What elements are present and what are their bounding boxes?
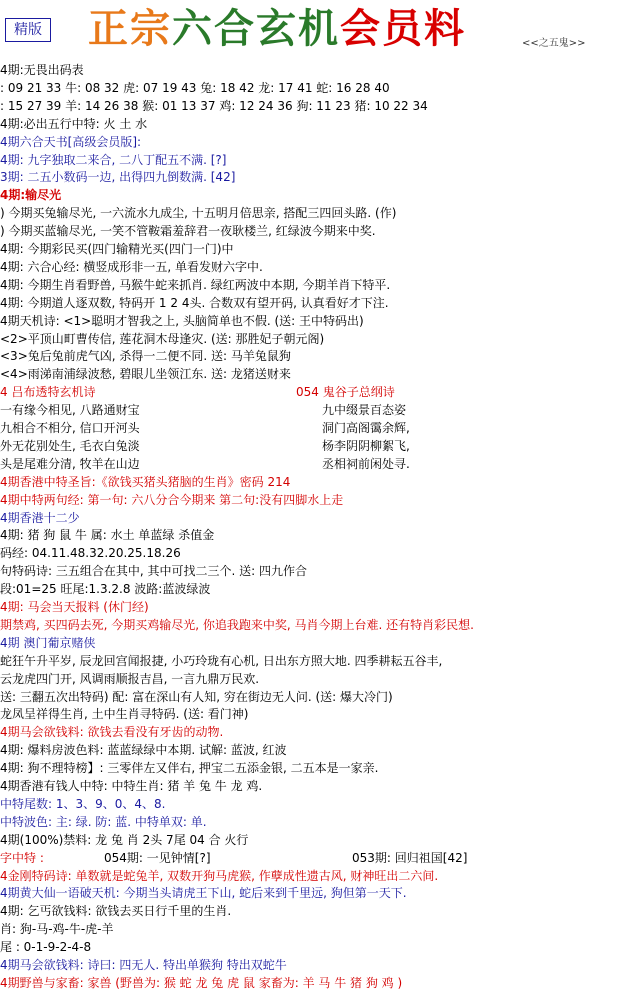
text-line: 期禁鸡, 买四码去死, 今期买鸡输尽光, 你追我跑来中奖, 马肖今期上台难. 还有特肖彩民想. [0, 617, 474, 632]
edition-badge: 精版 [5, 18, 51, 42]
column-text: 054期: 一见钟情[?] [104, 850, 211, 865]
text-line: 4期:输尽光 [0, 188, 62, 203]
title-char: 宗 [130, 5, 172, 52]
column-text: 4 吕布透特玄机诗 [0, 385, 96, 400]
text-line: 段:01=25 旺尾:1.3.2.8 波路:蓝波绿波 [0, 582, 211, 597]
text-line: 4期: 乞丐欲钱料: 欲钱去买日行千里的生肖. [0, 904, 232, 919]
text-line: 4期: 今期彩民买(四门输精光买(四门一门)中 [0, 242, 234, 256]
text-line: <3>兔后兔前虎气凶, 杀得一二便不同. 送: 马羊兔鼠狗 [0, 349, 291, 364]
text-line: ) 今期买兔输尽光, 一六流水九成尘, 十五明月倍思亲, 搭配三四回头路. (作) [0, 206, 397, 221]
text-line: 肖: 狗-马-鸡-牛-虎-羊 [0, 922, 114, 937]
text-line: 4期: 爆料房波色料: 蓝蓝绿绿中本期. 试解: 蓝波, 红波 [0, 743, 287, 758]
text-line: 3期: 二五小数码一边, 出得四九倒数满. [42] [0, 170, 236, 185]
text-line: 蛇狂午升平岁, 辰龙回宫闻报捷, 小巧玲珑有心机, 日出东方照大地. 四季耕耘五谷丰, [0, 653, 443, 668]
text-line: 4期(100%)禁料: 龙 兔 肖 2头 7尾 04 合 火行 [0, 832, 249, 847]
text-line: 尾 : 0-1-9-2-4-8 [0, 940, 92, 955]
text-line: <4>雨涕南浦绿波愁, 碧眼儿坐领江东. 送: 龙猪送财来 [0, 367, 291, 382]
title-char: 员 [382, 5, 424, 52]
text-line: 4期野兽与家畜: 家兽 (野兽为: 猴 蛇 龙 兔 虎 鼠 家畜为: 羊 马 牛 猪 狗 鸡 ) [0, 975, 403, 990]
text-line: 中特波色: 主: 绿. 防: 蓝. 中特单双: 单. [0, 814, 207, 829]
column-text: 字中特 : [0, 850, 44, 865]
text-line: 4期:必出五行中特: 火 土 水 [0, 116, 148, 131]
title-char: 正 [88, 5, 130, 52]
text-line: 4期黄大仙一语破天机: 今期当头请虎王下山, 蛇后来到千里远, 狗但第一天下. [0, 886, 407, 901]
text-line: 句特码诗: 三五组合在其中, 其中可找二三个. 送: 四九作合 [0, 564, 307, 579]
title-char: 玄 [256, 5, 298, 52]
column-text: 九相合不相分, 信口开河头 [0, 421, 140, 435]
text-line: 4期马会欲钱料: 诗曰: 四无人. 特出单猴狗 特出双蛇牛 [0, 958, 287, 972]
title-suffix: <<之五鬼>> [522, 38, 586, 49]
text-line: 4期香港十二少 [0, 510, 80, 525]
text-line: <2>平顶山町曹传信, 莲花洞木母逢灾. (送: 那胜妃子朝元阁) [0, 331, 325, 346]
text-line: 4期香港中特圣旨:《欲钱买猪头猪脑的生肖》密码 214 [0, 474, 291, 489]
text-line: 4期: 九字独取二来合, 二八丁配五不满. [?] [0, 152, 227, 167]
page-title [88, 2, 466, 56]
column-text: 洞门高阁霭余辉, [322, 421, 410, 435]
title-char: 六 [172, 5, 214, 52]
text-line: 码经: 04.11.48.32.20.25.18.26 [0, 546, 181, 561]
text-line: 4期香港有钱人中特: 中特生肖: 猪 羊 兔 牛 龙 鸡. [0, 779, 263, 793]
text-line: : 09 21 33 牛: 08 32 虎: 07 19 43 兔: 18 42 龙: 17 41 蛇: 16 28 40 [0, 80, 390, 95]
title-char: 会 [340, 5, 382, 52]
column-text: 头是尾难分清, 牧羊在山边 [0, 456, 140, 471]
text-line: 4期马会欲钱料: 欲钱去看没有牙齿的动物. [0, 725, 224, 740]
column-text: 丞相祠前闲处寻. [322, 456, 410, 471]
text-line: 中特尾数: 1、3、9、0、4、8. [0, 796, 166, 811]
text-line: 4期: 六合心经: 横竖成形非一五, 单看发财六字中. [0, 259, 263, 274]
title-char: 料 [424, 5, 466, 52]
column-text: 九中缀景百态姿 [322, 403, 407, 418]
text-line: 4期天机诗: <1>聪明才智我之上, 头脑简单也不假. (送: 王中特码出) [0, 313, 364, 328]
text-line: 4金刚特码诗: 单数就是蛇兔羊, 双数开狗马虎猴, 作孽成性遗古风, 财神旺出二六间. [0, 868, 439, 883]
title-char: 合 [214, 5, 256, 52]
column-text: 杨李阴阴柳絮飞, [322, 438, 410, 453]
text-line: 4期: 马会当天报料 (休门经) [0, 600, 149, 614]
page-header [0, 0, 621, 60]
text-line: : 15 27 39 羊: 14 26 38 猴: 01 13 37 鸡: 12 24 36 狗: 11 23 猪: 10 22 34 [0, 98, 428, 113]
text-line: 4期: 猪 狗 鼠 牛 属: 水土 单蓝绿 杀值金 [0, 528, 215, 543]
text-line: 4期:无畏出码表 [0, 63, 84, 77]
text-line: 4期: 今期生肖看野兽, 马猴牛蛇来抓肖. 绿红两波中本期, 今期羊肖下特平. [0, 277, 391, 292]
text-line: 云龙虎四门开, 风调雨顺报吉昌, 一言九鼎万民欢. [0, 671, 260, 686]
title-char: 机 [298, 5, 340, 52]
column-text: 一有缘今相见, 八路通财宝 [0, 403, 140, 418]
column-text: 外无花别处生, 毛衣白兔淡 [0, 438, 140, 453]
text-line: 4期: 狗不理特榜】: 三零伴左又伴右, 押宝二五添金银, 二五本是一家亲. [0, 761, 379, 776]
column-text: 053期: 回归祖国[42] [352, 850, 468, 865]
text-line: 4期中特两句经: 第一句: 六八分合今期来 第二句:没有四脚水上走 [0, 492, 344, 507]
text-line: 送: 三翻五次出特码) 配: 富在深山有人知, 穷在街边无人问. (送: 爆大冷门) [0, 689, 393, 704]
column-text: 054 鬼谷子总纲诗 [296, 385, 395, 400]
text-line: 4期 澳门葡京赌侠 [0, 635, 96, 650]
text-line: 4期: 今期道人逐双数, 特码开 1 2 4头. 合数双有望开码, 认真看好才下注. [0, 295, 389, 310]
text-line: 龙凤呈祥得生肖, 土中生肖寻特码. (送: 看门神) [0, 707, 249, 722]
text-line: 4期六合天书[高级会员版]: [0, 134, 142, 149]
text-line: ) 今期买蓝输尽光, 一笑不管鞍霜羞辞君一夜耿楼兰, 红绿波今期来中奖. [0, 224, 376, 239]
